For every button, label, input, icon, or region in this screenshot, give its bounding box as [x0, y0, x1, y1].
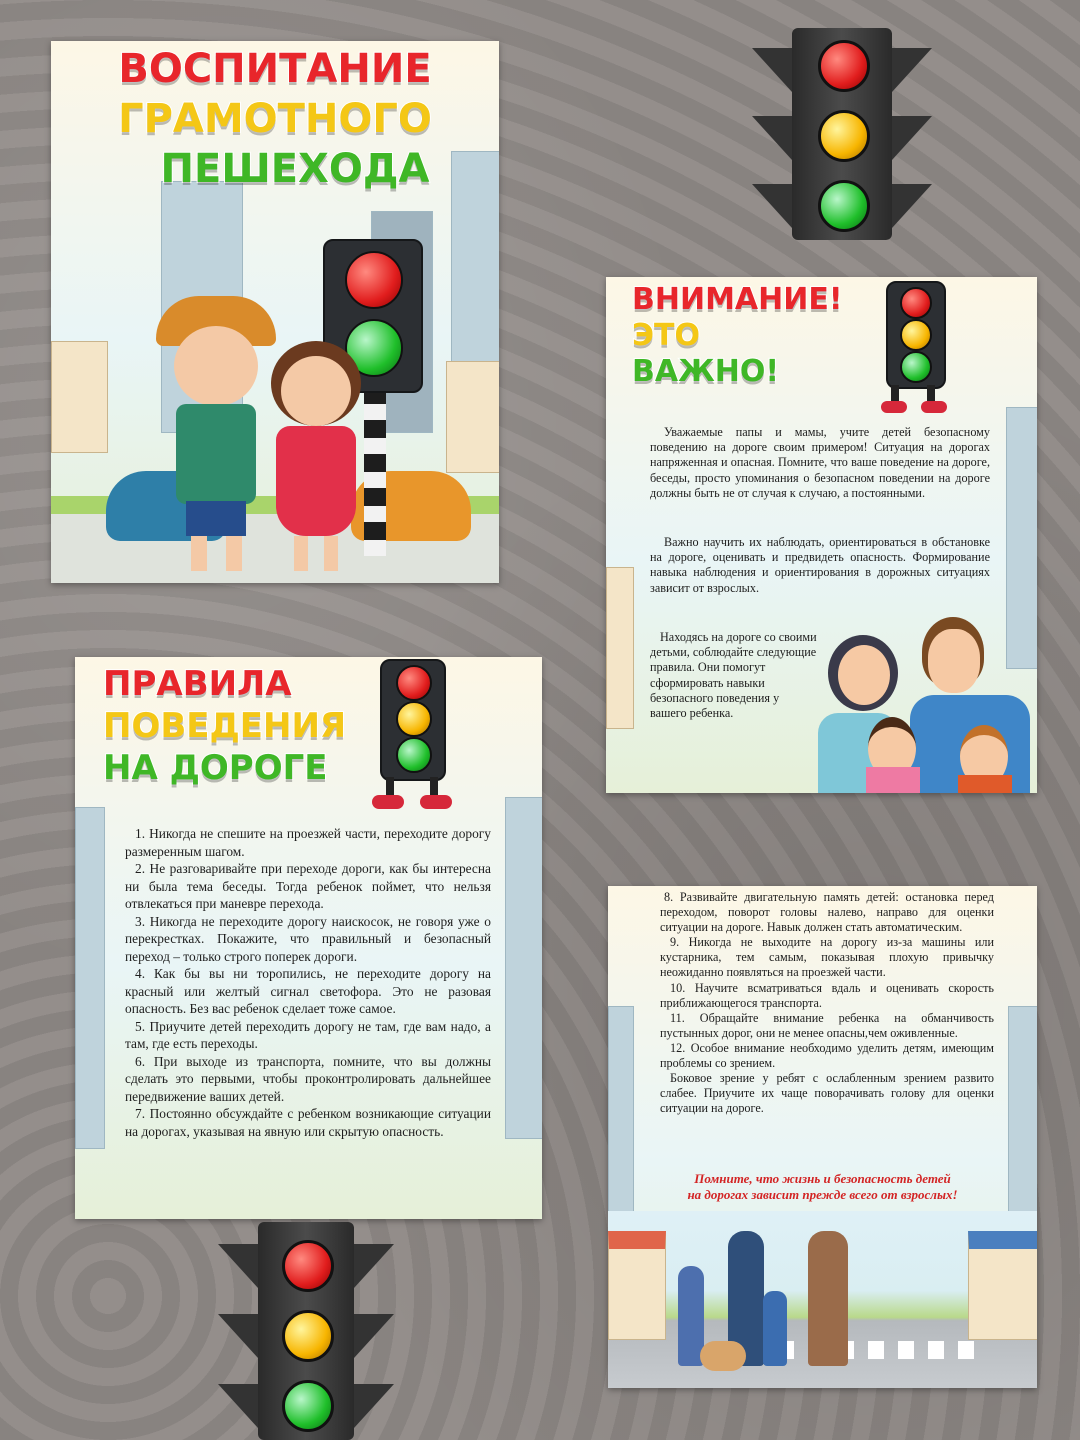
- red-light-icon: [282, 1240, 334, 1292]
- poster1-title-line1: ВОСПИТАНИЕ: [118, 46, 432, 92]
- poster3-title-line1: ПРАВИЛА: [103, 664, 292, 704]
- poster3-title-line2: ПОВЕДЕНИЯ: [103, 706, 347, 746]
- poster1-title-line2: ГРАМОТНОГО: [118, 96, 432, 142]
- poster-rules-continued: [608, 886, 1037, 1388]
- poster2-paragraph1: Уважаемые папы и мамы, учите детей безопасному поведению на дороге своим примером! Ситуация на дорогах напряженная и опасная. Помните, что ваше поведение на дороге, беседы, просто упоминания о безопасном поведении на дороге должны быть не от случая к случаю, а постоянными.: [650, 425, 990, 500]
- traffic-light-icon: [752, 28, 932, 240]
- list-item: 9. Никогда не выходите на дорогу из-за машины или кустарника, тем самым, показывая плохую привычку неожиданно появляться на проезжей части.: [660, 935, 994, 980]
- house: [606, 567, 634, 729]
- building: [75, 807, 105, 1149]
- red-light-icon: [345, 251, 403, 309]
- mascot-legs: [881, 385, 951, 415]
- traffic-light-icon: [218, 1222, 394, 1440]
- red-light-icon: [818, 40, 870, 92]
- green-light-icon: [900, 351, 932, 383]
- list-item: 12. Особое внимание необходимо уделить детям, имеющим проблемы со зрением.: [660, 1040, 994, 1071]
- poster2-title-line1: ВНИМАНИЕ!: [632, 282, 843, 317]
- green-light-icon: [818, 180, 870, 232]
- list-item: 3. Никогда не переходите дорогу наискосок, не говоря уже о перекрестках. Покажите, что правильный и безопасный переход – только строго поперек дороги.: [125, 913, 491, 964]
- family-illustration: [818, 617, 1037, 793]
- list-item: 6. При выходе из транспорта, помните, что вы должны сделать это первыми, чтобы проконтролировать дальнейшее передвижение ваших детей.: [125, 1053, 491, 1104]
- poster1-title-line3: ПЕШЕХОДА: [160, 146, 430, 192]
- list-item: 5. Приучите детей переходить дорогу не там, где вам надо, а там, где есть переходы.: [125, 1018, 491, 1051]
- building: [505, 797, 542, 1139]
- rules-list: [660, 890, 994, 1116]
- rules-list: [125, 825, 491, 1140]
- poster-educating-pedestrian: [51, 41, 499, 583]
- house: [51, 341, 108, 453]
- girl-illustration: [266, 341, 366, 576]
- poster-rules-behaviour: [75, 657, 542, 1219]
- street-scene-illustration: [608, 1211, 1037, 1388]
- house: [446, 361, 499, 473]
- boy-illustration: [156, 296, 276, 576]
- poster2-title-line3: ВАЖНО!: [632, 354, 780, 389]
- yellow-light-icon: [282, 1310, 334, 1362]
- traffic-light-mascot-icon: [886, 281, 946, 389]
- yellow-light-icon: [900, 319, 932, 351]
- poster-attention-important: [606, 277, 1037, 793]
- red-light-icon: [900, 287, 932, 319]
- poster2-paragraph3: Находясь на дороге со своими детьми, соблюдайте следующие правила. Они помогут сформировать навыки безопасного поведения у вашего ребенка.: [650, 630, 817, 721]
- yellow-light-icon: [818, 110, 870, 162]
- poster3-title-line3: НА ДОРОГЕ: [103, 748, 328, 788]
- poster2-paragraph2: Важно научить их наблюдать, ориентироваться в обстановке на дороге, оценивать и предвидеть опасность. Формирование навыка наблюдения и ориентирования в дорожных ситуациях зависит от взрослых.: [650, 535, 990, 595]
- red-light-icon: [396, 665, 432, 701]
- yellow-light-icon: [396, 701, 432, 737]
- quote-line2: на дорогах зависит прежде всего от взрослых!: [687, 1187, 958, 1202]
- list-item: 7. Постоянно обсуждайте с ребенком возникающие ситуации на дорогах, указывая на явную или скрытую опасность.: [125, 1106, 491, 1139]
- list-item: 2. Не разговаривайте при переходе дороги, как бы интересна ни была тема беседы. Тогда ребенок поймет, что нельзя отвлекаться при маневре перехода.: [125, 861, 491, 911]
- list-item: 11. Обращайте внимание ребенка на обманчивость пустынных дорог, они не менее опасны,чем оживленные.: [660, 1010, 994, 1040]
- traffic-light-pole: [364, 386, 386, 556]
- poster2-title-line2: ЭТО: [632, 318, 700, 353]
- list-item: 10. Научите всматриваться вдаль и оценивать скорость приближающегося транспорта.: [660, 980, 994, 1010]
- list-item: 8. Развивайте двигательную память детей: остановка перед переходом, поворот головы налево, направо для оценки ситуации на дороге. Навык должен стать автоматическим.: [660, 890, 994, 935]
- list-item: Боковое зрение у ребят с ослабленным зрением развито слабее. Приучите их чаще поворачивать голову для оценки ситуации на дороге.: [660, 1071, 994, 1116]
- list-item: 4. Как бы вы ни торопились, не переходите дорогу на красный или желтый сигнал светофора. Это не разовая опасность. Без вас ребенок сделает тоже самое.: [125, 966, 491, 1016]
- mascot-legs: [370, 777, 460, 813]
- green-light-icon: [282, 1380, 334, 1432]
- traffic-light-mascot-icon: [380, 659, 446, 781]
- green-light-icon: [396, 737, 432, 773]
- list-item: 1. Никогда не спешите на проезжей части, переходите дорогу размеренным шагом.: [125, 826, 491, 859]
- quote-line1: Помните, что жизнь и безопасность детей: [694, 1171, 951, 1186]
